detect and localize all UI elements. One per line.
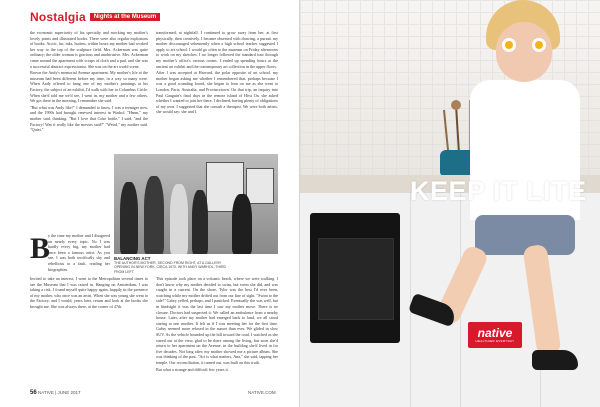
- section-title: Nostalgia: [30, 10, 86, 24]
- page-folio-right: NATIVE.COM: [248, 390, 276, 395]
- paragraph: y the time my mother and I disagreed on nearly every topic. No I was hardly every big, my mother had once been a famous artist. As you see, I was both terrifically shy and rebellious to a fault, reading her biographies.: [48, 233, 110, 272]
- ad-slogan: KEEP IT LITE: [410, 176, 587, 206]
- sneaker: [532, 350, 578, 370]
- paragraph: This episode took place on a volcanic beach, where we were walking. I don't know why my mother decided to swim, but swim she did, and was caught in a current. On the shore, Tyler was the best I'd ever been, watching while my mother drifted out from our line of sight. "Swim to the side!" Gabry yelled, perhaps, and I panicked. Eventually she was well, but in hindsight it was the last time I saw my mother move. There is no closure. Doctors had suspected it. We called an ambulance from a nearby house. Later, after my mother had emerged back to land, we all stood staring at one another. It felt as if I was meeting her for the first time. Gabry seemed more relaxed in the sunset than ever. We glided in slow SUV. As the vehicle bounded up the hill toward the road, I watched as she stared out at the view, glad to be there among the living, but soon she'd return to her apartment on the Avenue, in the building she'd lived in for five decades. Not long after, my mother showed me a picture album. She was thinking of the past. "Art is what matters, Ana," she said, tapping her temple. Our reconciliation, it turned out, was built on this truth.: [156, 276, 278, 365]
- photo-caption: THE AUTHOR'S MOTHER, SECOND FROM RIGHT, AT A GALLERY OPENING IN NEW YORK, CIRCA 1970, WITH ANDY WARHOL, THIRD FROM LEFT.: [114, 261, 227, 274]
- person-figure: [232, 194, 252, 254]
- person-figure: [144, 176, 164, 254]
- magazine-issue: NATIVE | JUNE 2017: [37, 390, 81, 395]
- article-column-1-lower: [30, 276, 148, 311]
- brand-logo: [468, 322, 522, 348]
- section-subtitle-badge: Nights at the Museum: [90, 13, 160, 21]
- article-column-2: [156, 30, 278, 116]
- article-photo: [114, 154, 278, 254]
- drop-cap: B: [30, 232, 51, 265]
- paragraph: After I was accepted at Harvard, the polar opposite of art school, my mother began asking me whether I remembered that, perhaps because I was a good sounding board, she began to lean on me as she went to London, Paris, Australia, and Provincetown. On that trip, an inquiry into Paul Gauguin's final days in the remote island of Hiva Oa, she asked whether I wanted to join her there. I declined, having plenty of obligations of my own. I suggested that she consult a therapist. We were both artists, she would say: she and I.: [156, 70, 278, 115]
- article-column-1-dropcap-para: [48, 233, 110, 273]
- photo-caption-title: BALANCING ACT: [114, 256, 151, 261]
- paragraph: the economic superiority of his specialty and mocking my mother's lovely prints and illustrated books. There were also regular explosions of books: Arctic, fur, inks, butters, within hours my mother had worked her way to the top of the sculpture field. Mrs. Ackerman was quite ordinary; the older woman is gracious and unobtrusive. Mrs. Ackerman came around the apartment with scraps of cloth and a pad, and she was a successful abstract expressionist. She was on the art world scene.: [30, 30, 148, 69]
- person-figure: [192, 190, 208, 254]
- model-face: [496, 22, 552, 82]
- paragraph: transformed, at nightfall. I continued to grow away from her, at first physically, then creatively. I became obsessed with drawing, a pursuit my mother discouraged vehemently when a high school teacher suggested I apply to art school. I would go often to the museum on Friday afternoons to work on my sketches. I no longer followed the standard tour through my mother's office's various rooms. I ended up spending hours at the ancient art exhibit and the contemporary art collection in the upper floors.: [156, 30, 278, 69]
- painting-on-wall: [246, 168, 274, 204]
- article-column-1: [30, 30, 148, 134]
- page-folio-left: [30, 390, 81, 396]
- page-number: 56: [30, 390, 37, 396]
- paragraph: Invited to take an interest, I went to the Metropolitan several times to see the Museum that I was raised in. Hanging on Amsterdam, I was taking a risk. I found myself quite happy again, happily in the presence of my mother, who once was an artist. When she was young she went to the Factory, and I would, years later, return and look at the books she brought me. She was always there, at the corner of 47th.: [30, 276, 148, 309]
- person-figure: [120, 182, 138, 254]
- oven-window: [318, 238, 394, 320]
- article-column-2-lower: [156, 276, 278, 373]
- advertisement-page: [300, 0, 600, 407]
- paragraph: Brown the Andy's memorial Avenue apartment. My mother's life at the museum had been different before my time, in a way so many were. When Andy offered to hang one of my mother's paintings at his Factory, the subject of an exhibit, I'd walk with her to Columbus Circle. When she'd told me we'd see, I went in, my mother and a few others. We got there in the morning, I remember she said.: [30, 70, 148, 104]
- section-header: [30, 10, 160, 24]
- person-figure: [170, 184, 188, 254]
- paragraph: "But what was Andy like?" I demanded to know. I was a teenager now, and the 1990s had brought renewed interest in Warhol. "Hmm," my mother said, thinking. "But I love that Coke bottle," I said, "and the Factory! Was it really like the movies said?" "Weird," my mother said. "Quiet.": [30, 104, 148, 133]
- paragraph: But what a strange and difficult few years it: [156, 366, 228, 372]
- oven: [310, 213, 400, 343]
- egg-icon: [532, 38, 546, 52]
- egg-icon: [502, 38, 516, 52]
- brand-tagline: HEALTHIER EVERYDAY: [475, 339, 515, 343]
- brand-name: native: [477, 326, 513, 340]
